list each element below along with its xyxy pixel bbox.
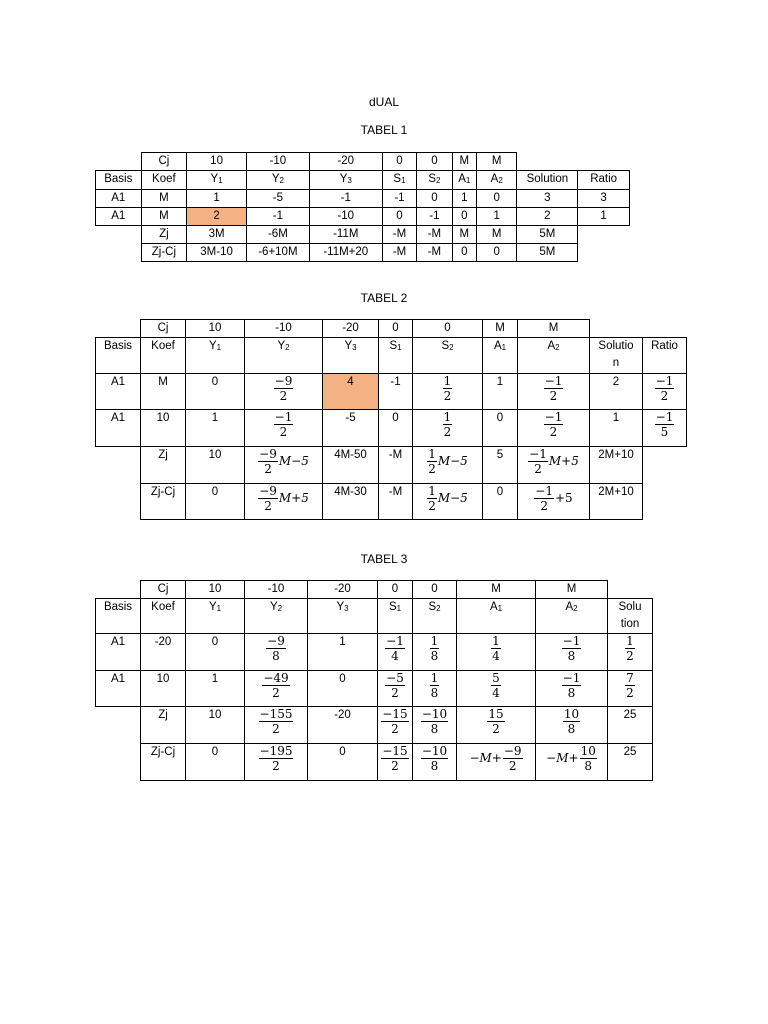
table2-cj-row [96,320,687,338]
cell: 0 [417,190,452,208]
cell: 25 [608,744,653,781]
cell: -5 [323,410,379,447]
cell: -1 [379,374,413,410]
cell: $\frac{-9}{2}$ M+5 [245,484,323,520]
cell [413,374,483,410]
cell: 1 [578,208,630,226]
fraction: $\frac{-1}{2}$ [544,374,563,403]
cell: -10 [309,208,382,226]
cell [378,634,413,671]
cell [378,707,413,744]
cell: 10 [141,671,186,707]
cell: -11M+20 [309,244,382,262]
header-a2: A2 [536,599,608,634]
cell: $\frac{1}{2}$ M−5 [413,484,483,520]
table1-title: TABEL 1 [360,123,408,137]
table3-zjcj-row [96,744,653,781]
table1-cj-row [96,153,630,171]
fraction: $\frac{-155}{2}$ [259,707,293,736]
fraction: $\frac{10}{8}$ [580,744,596,773]
header-s1: S1 [382,171,416,190]
cj-s1: 0 [379,320,413,338]
cell: -M [382,226,416,244]
cell: 1 [187,190,247,208]
cell [245,634,308,671]
cj-y1: 10 [186,320,245,338]
cell: 0 [483,410,518,447]
cell: 0 [186,634,245,671]
table1-row-1 [96,190,630,208]
table2-row-2 [96,410,687,447]
header-y3: Y3 [323,338,379,374]
fraction: $\frac{-1}{2}$ [535,484,553,513]
cell: -1 [382,190,416,208]
cell: -M [417,226,452,244]
cj-y2: -10 [245,320,323,338]
cj-a1: M [457,581,536,599]
cell: M [141,208,187,226]
cell [536,707,608,744]
header-y3: Y3 [308,599,378,634]
cell: Zj-Cj [141,744,186,781]
fraction: $\frac{1}{2}$ [428,484,436,513]
cell: 25 [608,707,653,744]
header-basis: Basis [96,171,142,190]
cell: -1 [246,208,309,226]
cell: 2M+10 [590,447,643,484]
header-s2: S2 [417,171,452,190]
cell: 0 [476,244,517,262]
header-a1: A1 [452,171,476,190]
table2-title: TABEL 2 [360,291,408,305]
fraction: $\frac{-9}{2}$ [503,744,522,773]
cell [245,374,323,410]
document-title: dUAL [368,95,400,109]
cell: -20 [141,634,186,671]
cell: 1 [452,190,476,208]
cell [378,671,413,707]
fraction: $\frac{-1}{8}$ [562,634,581,663]
cell: −M+ $\frac{-9}{2}$ [457,744,536,781]
cell [245,707,308,744]
cell [245,744,308,781]
cj-s2: 0 [413,320,483,338]
cell: Zj [141,447,186,484]
header-koef: Koef [141,338,186,374]
cj-a2: M [536,581,608,599]
cell: 3 [578,190,630,208]
header-y1: Y1 [186,599,245,634]
cell: -6+10M [246,244,309,262]
fraction: $\frac{7}{2}$ [626,671,634,700]
cell [413,744,457,781]
cell [536,671,608,707]
table1-row-2 [96,208,630,226]
cj-a1: M [452,153,476,171]
cell: 1 [476,208,517,226]
table3-zj-row [96,707,653,744]
cj-y3: -20 [323,320,379,338]
header-y1: Y1 [187,171,247,190]
cell: M [141,374,186,410]
cell [643,374,687,410]
table1-header-row [96,171,630,190]
header-y3: Y3 [309,171,382,190]
cell: 10 [141,410,186,447]
cell: 0 [382,208,416,226]
cell: M [476,226,517,244]
simplex-table-3 [95,580,653,781]
fraction: $\frac{-195}{2}$ [259,744,293,773]
cj-a2: M [476,153,517,171]
fraction: $\frac{-9}{2}$ [274,374,293,403]
cell: -M [379,484,413,520]
cj-y2: -10 [245,581,308,599]
cell: -M [382,244,416,262]
cell: Zj-Cj [141,244,187,262]
fraction: $\frac{1}{2}$ [626,634,634,663]
fraction: $\frac{-1}{2}$ [529,447,547,476]
cj-y1: 10 [186,581,245,599]
cell: -20 [308,707,378,744]
cell: A1 [96,634,141,671]
cell: 5 [483,447,518,484]
cell [536,634,608,671]
header-y1: Y1 [186,338,245,374]
fraction: $\frac{15}{2}$ [488,707,504,736]
table3-title: TABEL 3 [360,552,408,566]
cell: -1 [417,208,452,226]
cell: -M [379,447,413,484]
cell: 4M-50 [323,447,379,484]
fraction: $\frac{-9}{8}$ [267,634,285,663]
cell: -1 [309,190,382,208]
cell: Zj [141,226,187,244]
cell: 0 [308,744,378,781]
cj-s1: 0 [378,581,413,599]
cell: 0 [483,484,518,520]
fraction: $\frac{-10}{8}$ [421,744,448,773]
cell: 1 [590,410,643,447]
fraction: $\frac{-1}{8}$ [562,671,581,700]
cell: 0 [308,671,378,707]
cell: 0 [186,744,245,781]
fraction: $\frac{-5}{2}$ [386,671,404,700]
cell [378,744,413,781]
cell: 3M-10 [187,244,247,262]
header-basis: Basis [96,338,141,374]
cell: 5M [517,226,578,244]
cell [643,410,687,447]
cell: 0 [186,484,245,520]
table1-zjcj-row [96,244,630,262]
cell: A1 [96,671,141,707]
cj-y1: 10 [187,153,247,171]
fraction: $\frac{-9}{2}$ [259,484,277,513]
cj-label: Cj [141,153,187,171]
cell: 1 [308,634,378,671]
table1-zj-row [96,226,630,244]
cell [518,374,590,410]
header-ratio: Ratio [643,338,687,374]
table2-header-row [96,338,687,374]
cell [457,671,536,707]
cell: −M+ $\frac{10}{8}$ [536,744,608,781]
cell: 2M+10 [590,484,643,520]
cj-label: Cj [141,581,186,599]
fraction: $\frac{1}{2}$ [443,374,452,403]
header-a1: A1 [483,338,518,374]
cj-y2: -10 [246,153,309,171]
table2-zjcj-row [96,484,687,520]
simplex-table-2 [95,319,687,520]
cj-y3: -20 [308,581,378,599]
cell [608,634,653,671]
cell [608,671,653,707]
cj-a2: M [518,320,590,338]
cell: $\frac{-1}{2}$ M+5 [518,447,590,484]
fraction: $\frac{1}{8}$ [430,634,439,663]
cell: $\frac{1}{2}$ M−5 [413,447,483,484]
cell: 3 [517,190,578,208]
cell: 10 [186,447,245,484]
cj-s2: 0 [413,581,457,599]
cell: 4M-30 [323,484,379,520]
cell: 0 [186,374,245,410]
cell: -5 [246,190,309,208]
cell: 1 [186,671,245,707]
header-ratio: Ratio [578,171,630,190]
header-s1: S1 [379,338,413,374]
cell: Zj [141,707,186,744]
header-y2: Y2 [246,171,309,190]
cj-a1: M [483,320,518,338]
table3-row-2 [96,671,653,707]
cell: A1 [96,374,141,410]
cell: 1 [483,374,518,410]
cell [518,410,590,447]
cell: A1 [96,410,141,447]
pivot-cell: 4 [323,374,379,410]
cell: 2 [590,374,643,410]
cell: M [141,190,187,208]
cj-s1: 0 [382,153,416,171]
cj-label: Cj [141,320,186,338]
header-koef: Koef [141,599,186,634]
fraction: $\frac{-1}{2}$ [655,374,674,403]
pivot-cell: 2 [187,208,247,226]
simplex-table-1 [95,152,630,262]
cell: 2 [517,208,578,226]
cell [245,410,323,447]
table2-zj-row [96,447,687,484]
fraction: $\frac{1}{8}$ [430,671,439,700]
header-s2: S2 [413,338,483,374]
table2-row-1 [96,374,687,410]
header-a2: A2 [476,171,517,190]
header-y2: Y2 [245,599,308,634]
cell [245,671,308,707]
cell [413,410,483,447]
header-y2: Y2 [245,338,323,374]
header-s1: S1 [378,599,413,634]
fraction: $\frac{-1}{4}$ [386,634,404,663]
fraction: $\frac{1}{4}$ [492,634,500,663]
cj-s2: 0 [417,153,452,171]
table3-cj-row [96,581,653,599]
cell: 0 [379,410,413,447]
cell: M [452,226,476,244]
cell [413,707,457,744]
cell: 0 [476,190,517,208]
header-solution: Solu tion [608,599,653,634]
fraction: $\frac{-10}{8}$ [421,707,448,736]
cell: 0 [452,244,476,262]
cell: Zj-Cj [141,484,186,520]
header-a1: A1 [457,599,536,634]
fraction: $\frac{-9}{2}$ [259,447,277,476]
fraction: $\frac{-49}{2}$ [263,671,289,700]
cj-y3: -20 [309,153,382,171]
cell: 5M [517,244,578,262]
cell: 1 [186,410,245,447]
cell [457,634,536,671]
header-a2: A2 [518,338,590,374]
fraction: $\frac{-1}{2}$ [274,410,293,439]
cell [413,671,457,707]
header-solution: Solutio n [590,338,643,374]
cell: 3M [187,226,247,244]
cell: 0 [452,208,476,226]
cell [457,707,536,744]
table3-header-row [96,599,653,634]
fraction: $\frac{-1}{5}$ [655,410,674,439]
cell: $\frac{-1}{2}$ +5 [518,484,590,520]
fraction: $\frac{1}{2}$ [428,447,436,476]
header-basis: Basis [96,599,141,634]
header-solution: Solution [517,171,578,190]
fraction: $\frac{1}{2}$ [443,410,452,439]
cell: A1 [96,208,142,226]
cell [413,634,457,671]
cell: -M [417,244,452,262]
header-s2: S2 [413,599,457,634]
cell: A1 [96,190,142,208]
header-koef: Koef [141,171,187,190]
fraction: $\frac{-15}{2}$ [382,707,408,736]
cell: 10 [186,707,245,744]
cell: -6M [246,226,309,244]
cell: -11M [309,226,382,244]
fraction: $\frac{5}{4}$ [492,671,500,700]
fraction: $\frac{-15}{2}$ [382,744,408,773]
table3-row-1 [96,634,653,671]
cell: $\frac{-9}{2}$ M−5 [245,447,323,484]
fraction: $\frac{-1}{2}$ [544,410,563,439]
fraction: $\frac{10}{8}$ [563,707,580,736]
